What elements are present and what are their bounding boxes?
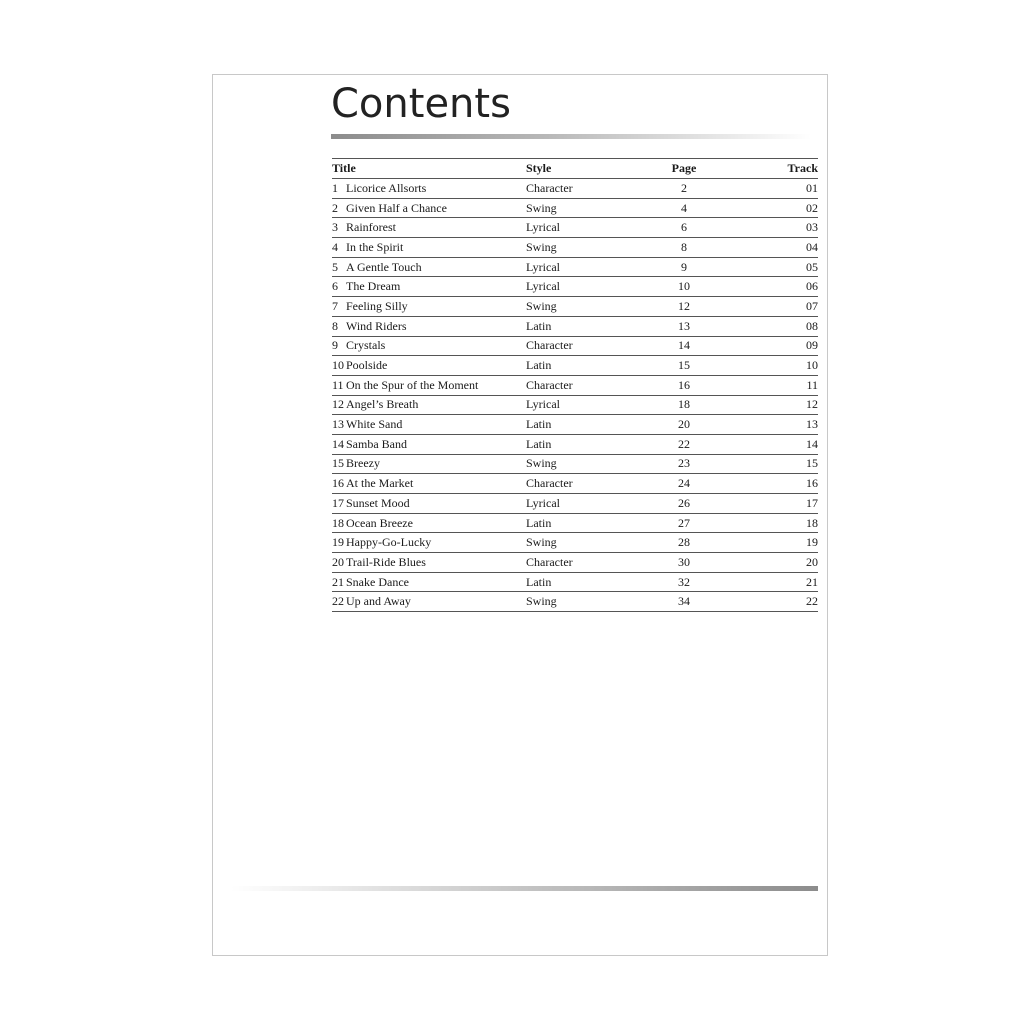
row-style: Swing	[526, 454, 644, 474]
row-track: 19	[724, 533, 818, 553]
row-title: Angel’s Breath	[346, 395, 526, 415]
row-style: Lyrical	[526, 395, 644, 415]
table-row	[332, 474, 818, 494]
table-row	[332, 198, 818, 218]
document-page	[212, 74, 828, 956]
row-page: 27	[644, 513, 724, 533]
row-page: 28	[644, 533, 724, 553]
row-style: Lyrical	[526, 218, 644, 238]
row-page: 30	[644, 553, 724, 573]
row-track: 06	[724, 277, 818, 297]
table-row	[332, 238, 818, 258]
column-header-style: Style	[526, 159, 644, 179]
row-style: Swing	[526, 297, 644, 317]
page-title: Contents	[331, 81, 511, 127]
row-style: Swing	[526, 238, 644, 258]
table-row	[332, 553, 818, 573]
row-style: Lyrical	[526, 494, 644, 514]
row-page: 15	[644, 356, 724, 376]
row-style: Swing	[526, 533, 644, 553]
row-style: Character	[526, 553, 644, 573]
row-page: 10	[644, 277, 724, 297]
row-number: 5	[332, 257, 346, 277]
row-style: Lyrical	[526, 277, 644, 297]
table-row	[332, 434, 818, 454]
row-track: 02	[724, 198, 818, 218]
row-track: 21	[724, 572, 818, 592]
row-track: 04	[724, 238, 818, 258]
row-title: Ocean Breeze	[346, 513, 526, 533]
row-track: 14	[724, 434, 818, 454]
row-title: A Gentle Touch	[346, 257, 526, 277]
row-page: 32	[644, 572, 724, 592]
row-style: Lyrical	[526, 257, 644, 277]
row-number: 1	[332, 179, 346, 199]
table-row	[332, 218, 818, 238]
table-row	[332, 179, 818, 199]
row-number: 13	[332, 415, 346, 435]
row-title: Trail-Ride Blues	[346, 553, 526, 573]
row-title: Rainforest	[346, 218, 526, 238]
row-page: 14	[644, 336, 724, 356]
table-row	[332, 592, 818, 612]
row-track: 10	[724, 356, 818, 376]
row-title: Samba Band	[346, 434, 526, 454]
row-style: Character	[526, 474, 644, 494]
bottom-divider	[231, 886, 818, 891]
row-number: 2	[332, 198, 346, 218]
row-title: Breezy	[346, 454, 526, 474]
row-style: Latin	[526, 513, 644, 533]
row-style: Character	[526, 336, 644, 356]
row-number: 22	[332, 592, 346, 612]
row-number: 6	[332, 277, 346, 297]
row-track: 07	[724, 297, 818, 317]
row-style: Latin	[526, 415, 644, 435]
row-number: 8	[332, 316, 346, 336]
row-track: 16	[724, 474, 818, 494]
row-title: The Dream	[346, 277, 526, 297]
row-number: 11	[332, 375, 346, 395]
row-title: White Sand	[346, 415, 526, 435]
table-row	[332, 494, 818, 514]
contents-rows	[332, 179, 818, 612]
row-title: In the Spirit	[346, 238, 526, 258]
row-page: 12	[644, 297, 724, 317]
row-number: 20	[332, 553, 346, 573]
row-page: 8	[644, 238, 724, 258]
row-style: Character	[526, 375, 644, 395]
contents-table	[332, 158, 818, 612]
row-number: 7	[332, 297, 346, 317]
table-row	[332, 316, 818, 336]
row-page: 4	[644, 198, 724, 218]
row-title: Licorice Allsorts	[346, 179, 526, 199]
row-number: 4	[332, 238, 346, 258]
row-track: 09	[724, 336, 818, 356]
row-track: 22	[724, 592, 818, 612]
row-style: Latin	[526, 572, 644, 592]
row-style: Latin	[526, 356, 644, 376]
row-title: Up and Away	[346, 592, 526, 612]
row-track: 13	[724, 415, 818, 435]
table-row	[332, 336, 818, 356]
row-title: Sunset Mood	[346, 494, 526, 514]
row-number: 10	[332, 356, 346, 376]
top-divider	[331, 134, 811, 139]
row-number: 12	[332, 395, 346, 415]
row-track: 08	[724, 316, 818, 336]
row-style: Latin	[526, 316, 644, 336]
row-style: Latin	[526, 434, 644, 454]
row-style: Swing	[526, 592, 644, 612]
row-number: 14	[332, 434, 346, 454]
row-number: 17	[332, 494, 346, 514]
row-track: 12	[724, 395, 818, 415]
row-number: 21	[332, 572, 346, 592]
row-page: 18	[644, 395, 724, 415]
row-title: Crystals	[346, 336, 526, 356]
row-number: 16	[332, 474, 346, 494]
table-row	[332, 297, 818, 317]
row-title: Happy-Go-Lucky	[346, 533, 526, 553]
row-track: 03	[724, 218, 818, 238]
table-header-row	[332, 159, 818, 179]
row-page: 9	[644, 257, 724, 277]
row-title: On the Spur of the Moment	[346, 375, 526, 395]
row-title: Given Half a Chance	[346, 198, 526, 218]
row-page: 16	[644, 375, 724, 395]
row-track: 05	[724, 257, 818, 277]
column-header-track: Track	[724, 159, 818, 179]
row-style: Character	[526, 179, 644, 199]
row-page: 20	[644, 415, 724, 435]
table-row	[332, 257, 818, 277]
row-title: Poolside	[346, 356, 526, 376]
row-page: 22	[644, 434, 724, 454]
row-page: 6	[644, 218, 724, 238]
row-track: 18	[724, 513, 818, 533]
column-header-page: Page	[644, 159, 724, 179]
row-number: 18	[332, 513, 346, 533]
row-track: 17	[724, 494, 818, 514]
row-track: 01	[724, 179, 818, 199]
row-track: 15	[724, 454, 818, 474]
row-page: 26	[644, 494, 724, 514]
table-row	[332, 513, 818, 533]
row-track: 11	[724, 375, 818, 395]
row-number: 19	[332, 533, 346, 553]
column-header-title: Title	[332, 159, 526, 179]
table-row	[332, 395, 818, 415]
row-title: Snake Dance	[346, 572, 526, 592]
table-row	[332, 454, 818, 474]
row-style: Swing	[526, 198, 644, 218]
row-number: 3	[332, 218, 346, 238]
table-row	[332, 533, 818, 553]
row-track: 20	[724, 553, 818, 573]
table-row	[332, 572, 818, 592]
row-page: 2	[644, 179, 724, 199]
row-title: Wind Riders	[346, 316, 526, 336]
row-title: Feeling Silly	[346, 297, 526, 317]
table-row	[332, 375, 818, 395]
row-page: 23	[644, 454, 724, 474]
table-row	[332, 415, 818, 435]
table-row	[332, 277, 818, 297]
row-page: 24	[644, 474, 724, 494]
row-title: At the Market	[346, 474, 526, 494]
row-page: 13	[644, 316, 724, 336]
table-row	[332, 356, 818, 376]
row-page: 34	[644, 592, 724, 612]
row-number: 15	[332, 454, 346, 474]
row-number: 9	[332, 336, 346, 356]
